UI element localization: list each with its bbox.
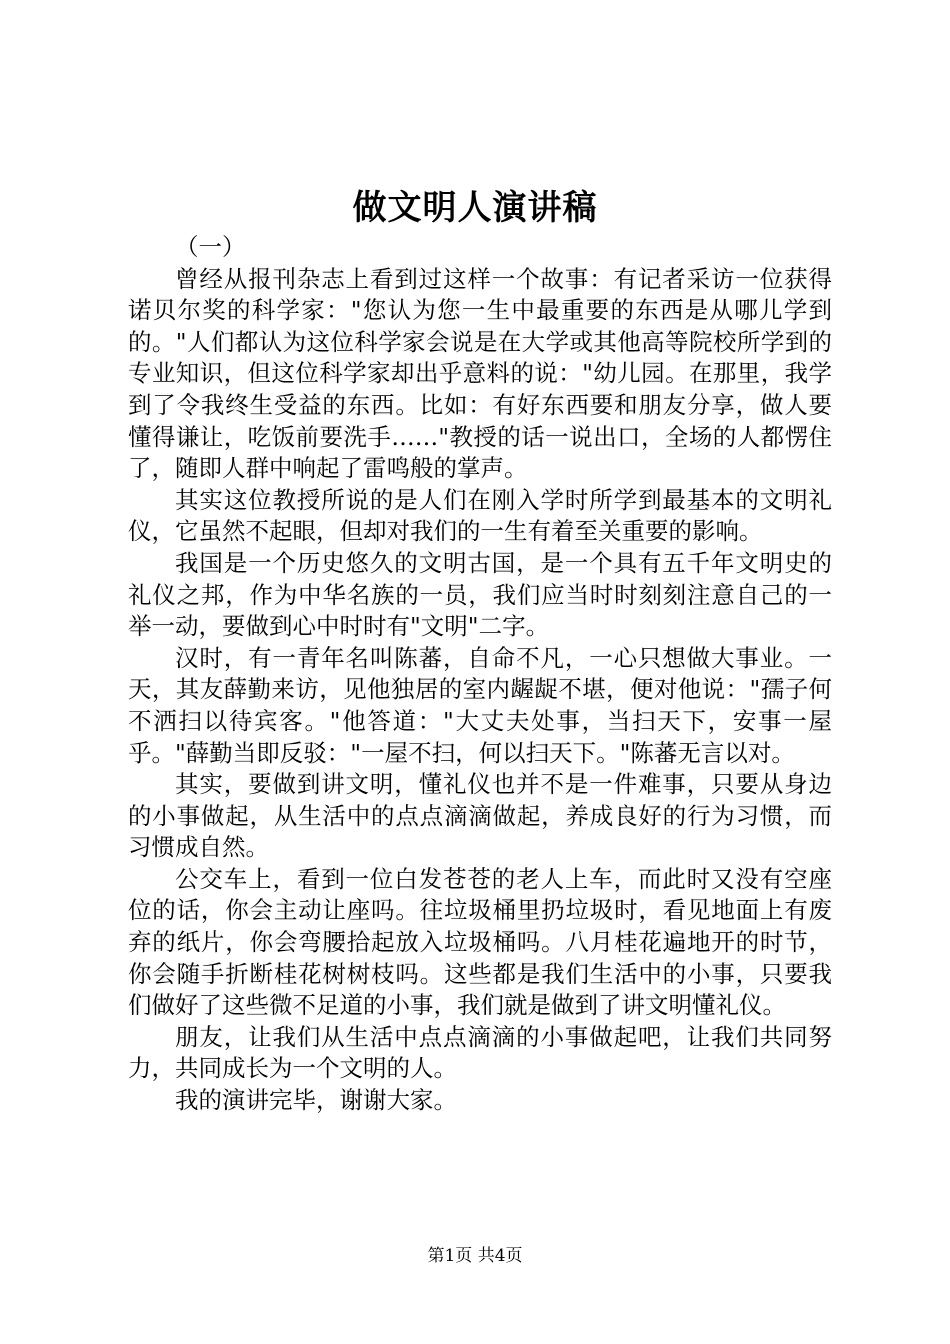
paragraph: 其实这位教授所说的是人们在刚入学时所学到最基本的文明礼仪，它虽然不起眼，但却对我们的一生有着至关重要的影响。 bbox=[128, 485, 832, 546]
page-footer: 第1页 共4页 bbox=[427, 1246, 523, 1266]
document-body bbox=[128, 232, 832, 1117]
section-label: （一） bbox=[175, 233, 246, 261]
paragraph: 我的演讲完毕，谢谢大家。 bbox=[175, 1086, 457, 1115]
paragraph: 汉时，有一青年名叫陈蕃，自命不凡，一心只想做大事业。一天，其友薛勤来访，见他独居的室内龌龊不堪，便对他说："孺子何不洒扫以待宾客。"他答道："大丈夫处事，当扫天下，安事一屋乎。"薛勤当即反驳："一屋不扫，何以扫天下。"陈蕃无言以对。 bbox=[128, 643, 832, 767]
paragraph: 其实，要做到讲文明，懂礼仪也并不是一件难事，只要从身边的小事做起，从生活中的点点滴滴做起，养成良好的行为习惯，而习惯成自然。 bbox=[128, 770, 832, 862]
paragraph: 朋友，让我们从生活中点点滴滴的小事做起吧，让我们共同努力，共同成长为一个文明的人。 bbox=[128, 1022, 832, 1083]
paragraph: 我国是一个历史悠久的文明古国，是一个具有五千年文明史的礼仪之邦，作为中华名族的一员，我们应当时时刻刻注意自己的一举一动，要做到心中时时有"文明"二字。 bbox=[128, 548, 832, 641]
paragraph: 曾经从报刊杂志上看到过这样一个故事：有记者采访一位获得诺贝尔奖的科学家："您认为您一生中最重要的东西是从哪儿学到的。"人们都认为这位科学家会说是在大学或其他高等院校所学到的专业知识，但这位科学家却出乎意料的说："幼儿园。在那里，我学到了令我终生受益的东西。比如：有好东西要和朋友分享，做人要懂得谦让，吃饭前要洗手……"教授的话一说出口，全场的人都愣住了，随即人群中响起了雷鸣般的掌声。 bbox=[128, 264, 832, 483]
document-title: 做文明人演讲稿 bbox=[352, 188, 598, 228]
paragraph: 公交车上，看到一位白发苍苍的老人上车，而此时又没有空座位的话，你会主动让座吗。往垃圾桶里扔垃圾时，看见地面上有废弃的纸片，你会弯腰拾起放入垃圾桶吗。八月桂花遍地开的时节，你会随手折断桂花树树枝吗。这些都是我们生活中的小事，只要我们做好了这些微不足道的小事，我们就是做到了讲文明懂礼仪。 bbox=[128, 864, 832, 1020]
